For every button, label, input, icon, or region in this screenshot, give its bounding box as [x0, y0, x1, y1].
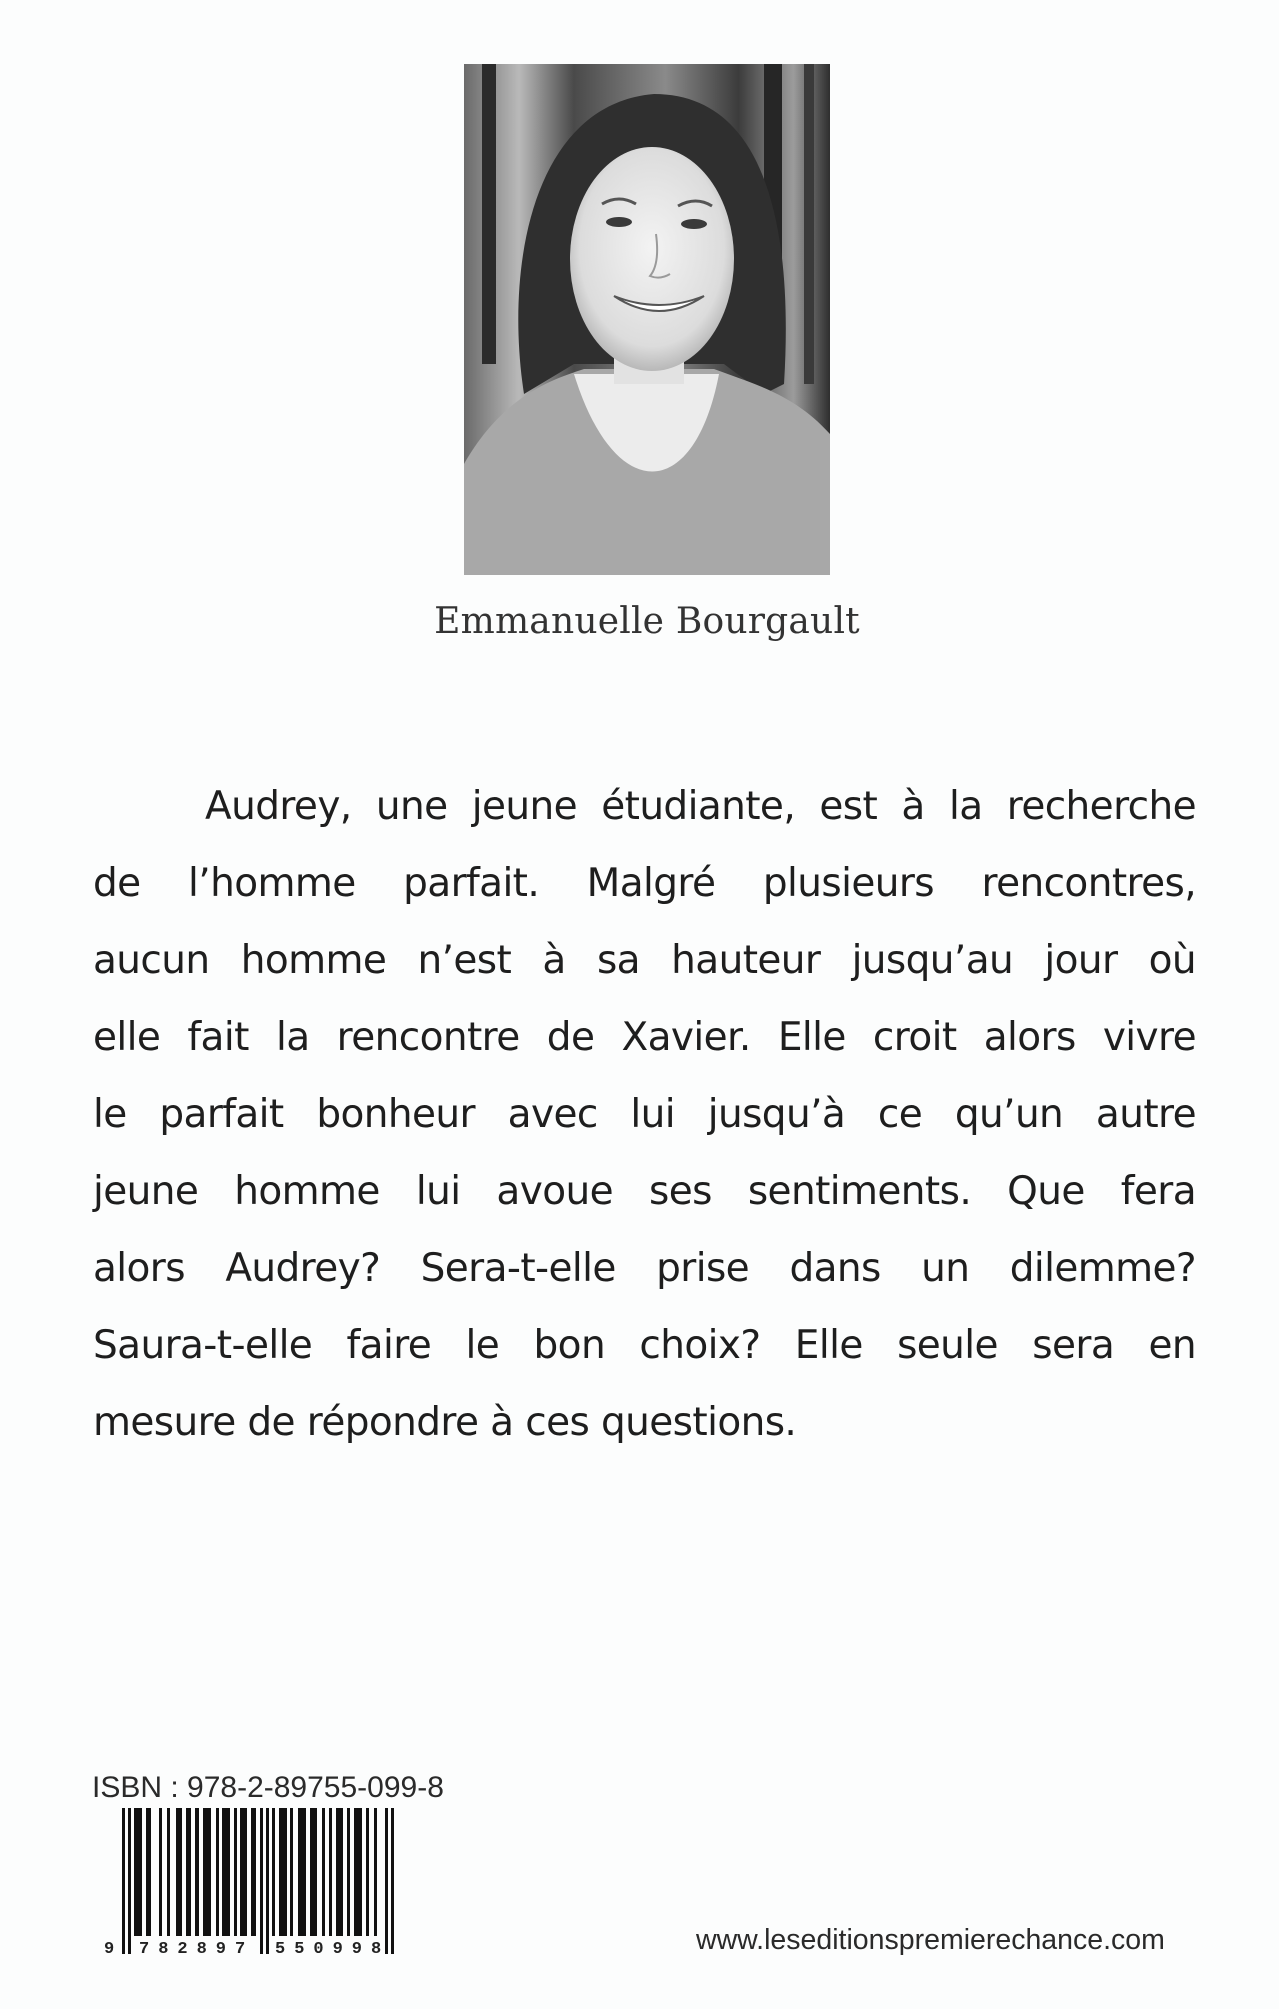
author-photo	[464, 64, 830, 575]
barcode-digit-lead: 9	[104, 1940, 115, 1959]
isbn-barcode	[104, 1808, 404, 1968]
barcode-digits-right: 550998	[275, 1940, 391, 1959]
barcode-digits-left: 782897	[139, 1940, 255, 1959]
author-name: Emmanuelle Bourgault	[434, 601, 860, 642]
summary-line: de l’homme parfait. Malgré plusieurs rencontres,	[93, 861, 1196, 906]
summary-line: jeune homme lui avoue ses sentiments. Que fera	[93, 1169, 1196, 1214]
publisher-website: www.leseditionspremierechance.com	[696, 1924, 1165, 1956]
summary-line: alors Audrey? Sera-t-elle prise dans un dilemme?	[93, 1246, 1196, 1291]
summary-line: mesure de répondre à ces questions.	[93, 1400, 797, 1445]
summary-line: Saura-t-elle faire le bon choix? Elle seule sera en	[93, 1323, 1196, 1368]
summary-line: Audrey, une jeune étudiante, est à la recherche	[205, 784, 1196, 829]
summary-line: elle fait la rencontre de Xavier. Elle croit alors vivre	[93, 1015, 1196, 1060]
isbn-label: ISBN : 978-2-89755-099-8	[92, 1771, 444, 1804]
portrait-image	[464, 64, 830, 575]
summary-line: le parfait bonheur avec lui jusqu’à ce qu’un autre	[93, 1092, 1196, 1137]
summary-line: aucun homme n’est à sa hauteur jusqu’au jour où	[93, 938, 1196, 983]
book-summary	[93, 768, 1196, 1461]
